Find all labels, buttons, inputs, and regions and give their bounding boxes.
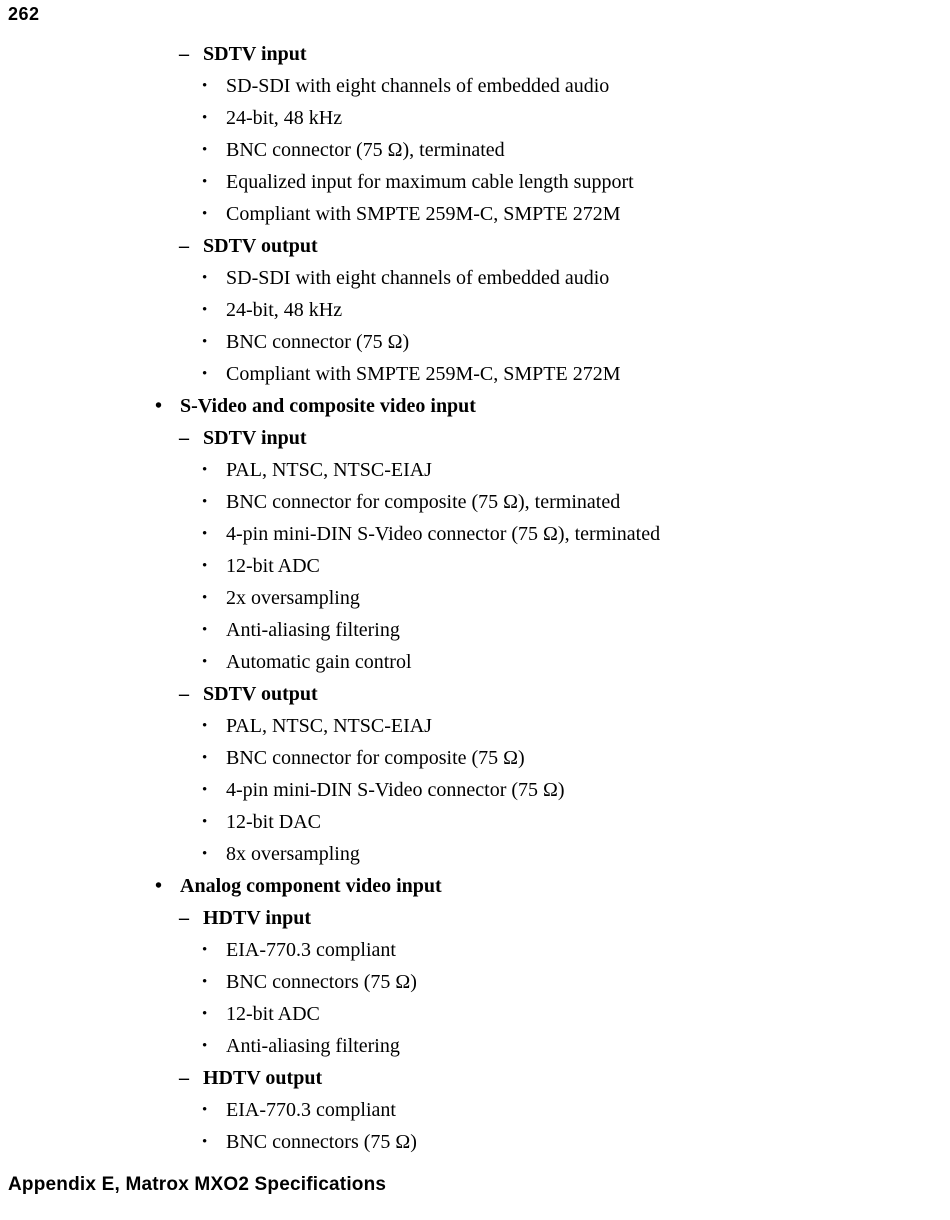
list-item: • 2x oversampling [0,582,950,614]
list-item: • 12-bit ADC [0,998,950,1030]
specifications-list [0,38,950,1158]
dash-marker: – [179,907,189,929]
bullet-icon: • [202,302,208,318]
bullet-icon: • [202,590,208,606]
bullet-icon: • [202,206,208,222]
list-item: • BNC connector for composite (75 Ω), terminated [0,486,950,518]
bullet-icon: • [202,974,208,990]
bullet-icon: • [202,526,208,542]
group-heading: – SDTV output [0,230,950,262]
bullet-icon: • [202,622,208,638]
list-item: • Automatic gain control [0,646,950,678]
group-heading: – HDTV output [0,1062,950,1094]
list-item: • SD-SDI with eight channels of embedded audio [0,262,950,294]
dash-marker: – [179,1067,189,1089]
page-number: 262 [8,4,40,24]
bullet-icon: • [202,366,208,382]
list-item: • PAL, NTSC, NTSC-EIAJ [0,454,950,486]
list-item: • EIA-770.3 compliant [0,1094,950,1126]
bullet-icon: • [155,395,163,417]
bullet-icon: • [202,654,208,670]
bullet-icon: • [202,270,208,286]
list-item: • Equalized input for maximum cable length support [0,166,950,198]
bullet-icon: • [202,1134,208,1150]
list-item: • 24-bit, 48 kHz [0,294,950,326]
bullet-icon: • [202,782,208,798]
dash-marker: – [179,43,189,65]
bullet-icon: • [202,174,208,190]
bullet-icon: • [202,558,208,574]
list-item: • SD-SDI with eight channels of embedded audio [0,70,950,102]
list-item: • 4-pin mini-DIN S-Video connector (75 Ω) [0,774,950,806]
bullet-icon: • [202,750,208,766]
list-item: • EIA-770.3 compliant [0,934,950,966]
bullet-icon: • [202,846,208,862]
list-item: • 12-bit ADC [0,550,950,582]
bullet-icon: • [155,875,163,897]
list-item: • 24-bit, 48 kHz [0,102,950,134]
group-heading: – SDTV input [0,38,950,70]
section-heading: • S-Video and composite video input [0,390,950,422]
bullet-icon: • [202,462,208,478]
group-heading: – HDTV input [0,902,950,934]
list-item: • BNC connector (75 Ω), terminated [0,134,950,166]
dash-marker: – [179,235,189,257]
dash-marker: – [179,683,189,705]
list-item: • BNC connectors (75 Ω) [0,1126,950,1158]
list-item: • BNC connector (75 Ω) [0,326,950,358]
bullet-icon: • [202,814,208,830]
bullet-icon: • [202,494,208,510]
group-heading: – SDTV output [0,678,950,710]
list-item: • Anti-aliasing filtering [0,1030,950,1062]
bullet-icon: • [202,78,208,94]
bullet-icon: • [202,142,208,158]
list-item: • BNC connector for composite (75 Ω) [0,742,950,774]
dash-marker: – [179,427,189,449]
list-item: • 12-bit DAC [0,806,950,838]
bullet-icon: • [202,334,208,350]
list-item: • 4-pin mini-DIN S-Video connector (75 Ω), terminated [0,518,950,550]
bullet-icon: • [202,942,208,958]
list-item: • BNC connectors (75 Ω) [0,966,950,998]
section-heading: • Analog component video input [0,870,950,902]
bullet-icon: • [202,1006,208,1022]
list-item: • PAL, NTSC, NTSC-EIAJ [0,710,950,742]
list-item: • Compliant with SMPTE 259M-C, SMPTE 272M [0,198,950,230]
bullet-icon: • [202,718,208,734]
running-footer: Appendix E, Matrox MXO2 Specifications [8,1174,387,1195]
bullet-icon: • [202,1102,208,1118]
list-item: • Anti-aliasing filtering [0,614,950,646]
group-heading: – SDTV input [0,422,950,454]
list-item: • 8x oversampling [0,838,950,870]
list-item: • Compliant with SMPTE 259M-C, SMPTE 272M [0,358,950,390]
bullet-icon: • [202,110,208,126]
bullet-icon: • [202,1038,208,1054]
